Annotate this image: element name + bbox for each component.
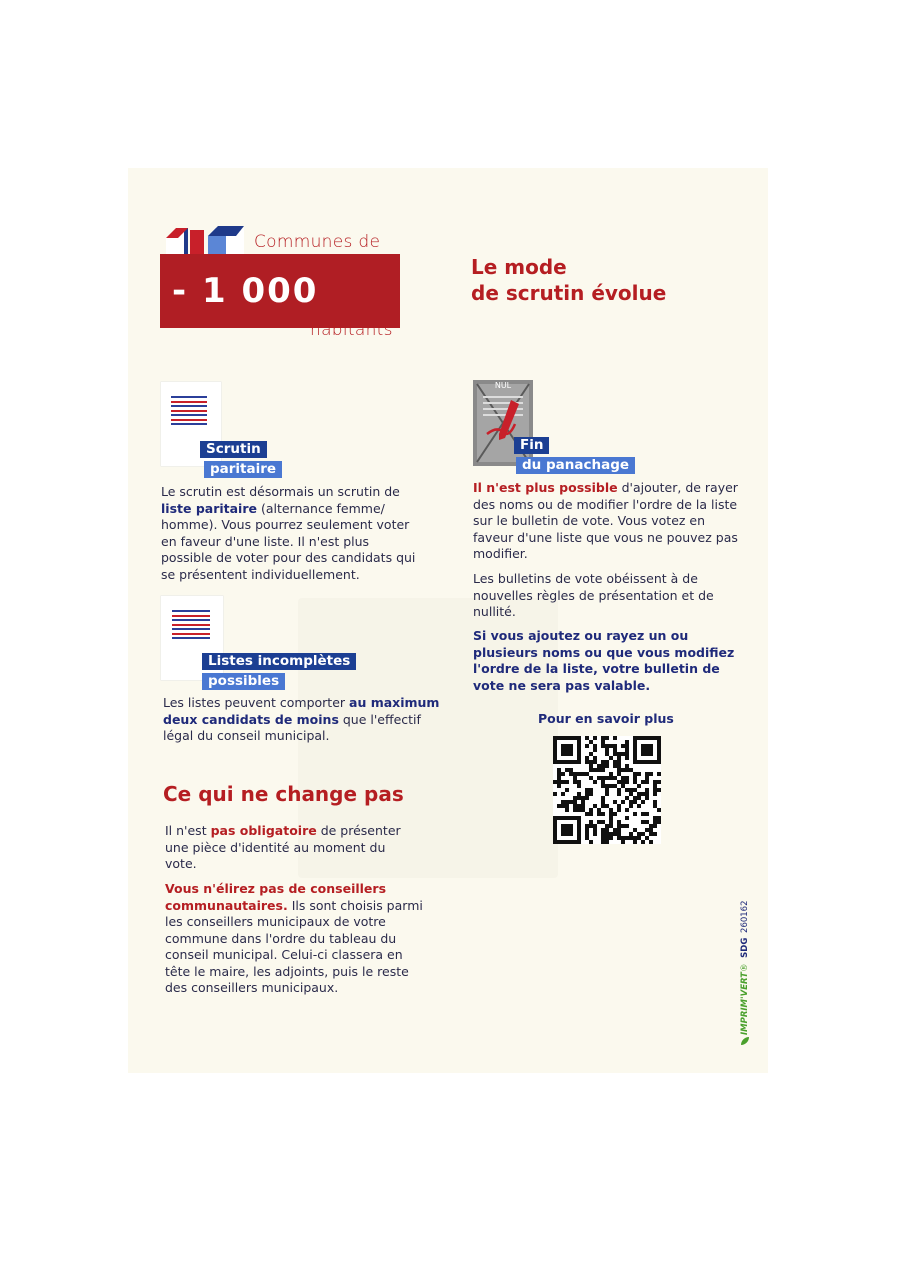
- null-ballot-label: NUL: [494, 381, 512, 390]
- fin-panachage-p1: [473, 480, 738, 563]
- leaflet-page: [128, 168, 768, 1073]
- fin-panachage-label: [514, 434, 635, 474]
- more-info-label: Pour en savoir plus: [538, 711, 674, 726]
- page-title-line1: Le mode: [471, 255, 567, 279]
- scrutin-paritaire-text-2: (alternance femme/ homme). Vous pourrez seulement voter en faveur d'une liste. Il n'est plus possible de voter pour des candidats qui se présentent individuellement.: [161, 500, 416, 582]
- imprimvert-footer: IMPRIM'VERT® SDG 260162: [740, 901, 750, 1045]
- listes-incompletes-text-bold: au maximum deux candidats de moins: [163, 695, 440, 727]
- leaf-icon: [741, 1037, 749, 1045]
- ne-change-pas-p1: [165, 823, 415, 873]
- list-stripes: [172, 610, 210, 642]
- scrutin-paritaire-text: [161, 484, 423, 583]
- footer-code: 260162: [740, 900, 750, 933]
- listes-incompletes-label-line1: Listes incomplètes: [202, 653, 356, 670]
- scrutin-paritaire-label: [200, 438, 282, 478]
- listes-incompletes-text: [163, 695, 448, 745]
- page-title-line2: de scrutin évolue: [471, 281, 667, 305]
- qr-code-icon[interactable]: [553, 736, 661, 844]
- fin-panachage-p3: Si vous ajoutez ou rayez un ou plusieurs noms ou que vous modifiez l'ordre de la liste, votre bulletin de vote ne sera pas valable.: [473, 628, 735, 693]
- scrutin-paritaire-label-line1: Scrutin: [200, 441, 267, 458]
- scrutin-paritaire-text-bold: liste paritaire: [161, 500, 257, 516]
- footer-code-label: SDG: [740, 937, 750, 958]
- ne-change-pas-p2-rest: Ils sont choisis parmi les conseillers municipaux de votre commune dans l'ordre du tableau du conseil municipal. Celui-ci classera en tête le maire, les adjoints, puis le reste des conseillers municipaux.: [165, 897, 423, 995]
- fin-panachage-label-line2: du panachage: [516, 457, 635, 474]
- ne-change-pas-p1-bold: pas obligatoire: [210, 823, 317, 838]
- fin-panachage-label-line1: Fin: [514, 437, 549, 454]
- imprimvert-brand: IMPRIM'VERT: [740, 972, 750, 1035]
- fin-panachage-p1-bold: Il n'est plus possible: [473, 480, 618, 495]
- listes-incompletes-text-2: que l'effectif légal du conseil municipal.: [163, 711, 421, 743]
- scrutin-paritaire-label-line2: paritaire: [204, 461, 282, 478]
- listes-incompletes-text-1: Les listes peuvent comporter: [163, 695, 350, 710]
- fin-panachage-p1-rest: d'ajouter, de rayer des noms ou de modifier l'ordre de la liste sur le bulletin de vote. Vous votez en faveur d'une liste que vous ne pouvez pas modifier.: [473, 480, 738, 561]
- listes-incompletes-label: [202, 650, 356, 690]
- ne-change-pas-p1-a: Il n'est: [165, 823, 211, 838]
- fin-panachage-p2: Les bulletins de vote obéissent à de nouvelles règles de présentation et de nullité.: [473, 571, 714, 619]
- habitants-label: habitants: [310, 320, 393, 340]
- scrutin-paritaire-text-1: Le scrutin est désormais un scrutin de: [161, 484, 400, 499]
- ne-change-pas-p2-bold: Vous n'élirez pas de conseillers communautaires.: [165, 881, 387, 913]
- page-title: [471, 254, 666, 306]
- listes-incompletes-label-line2: possibles: [202, 673, 285, 690]
- list-stripes: [171, 396, 207, 428]
- ne-change-pas-p2: [165, 881, 430, 997]
- ne-change-pas-p1-b: de présenter une pièce d'identité au moment du vote.: [165, 823, 401, 871]
- threshold-value: - 1 000: [172, 271, 319, 311]
- threshold-band: [160, 254, 400, 328]
- communes-de-label: Communes de: [254, 232, 381, 252]
- ne-change-pas-heading: Ce qui ne change pas: [163, 782, 404, 806]
